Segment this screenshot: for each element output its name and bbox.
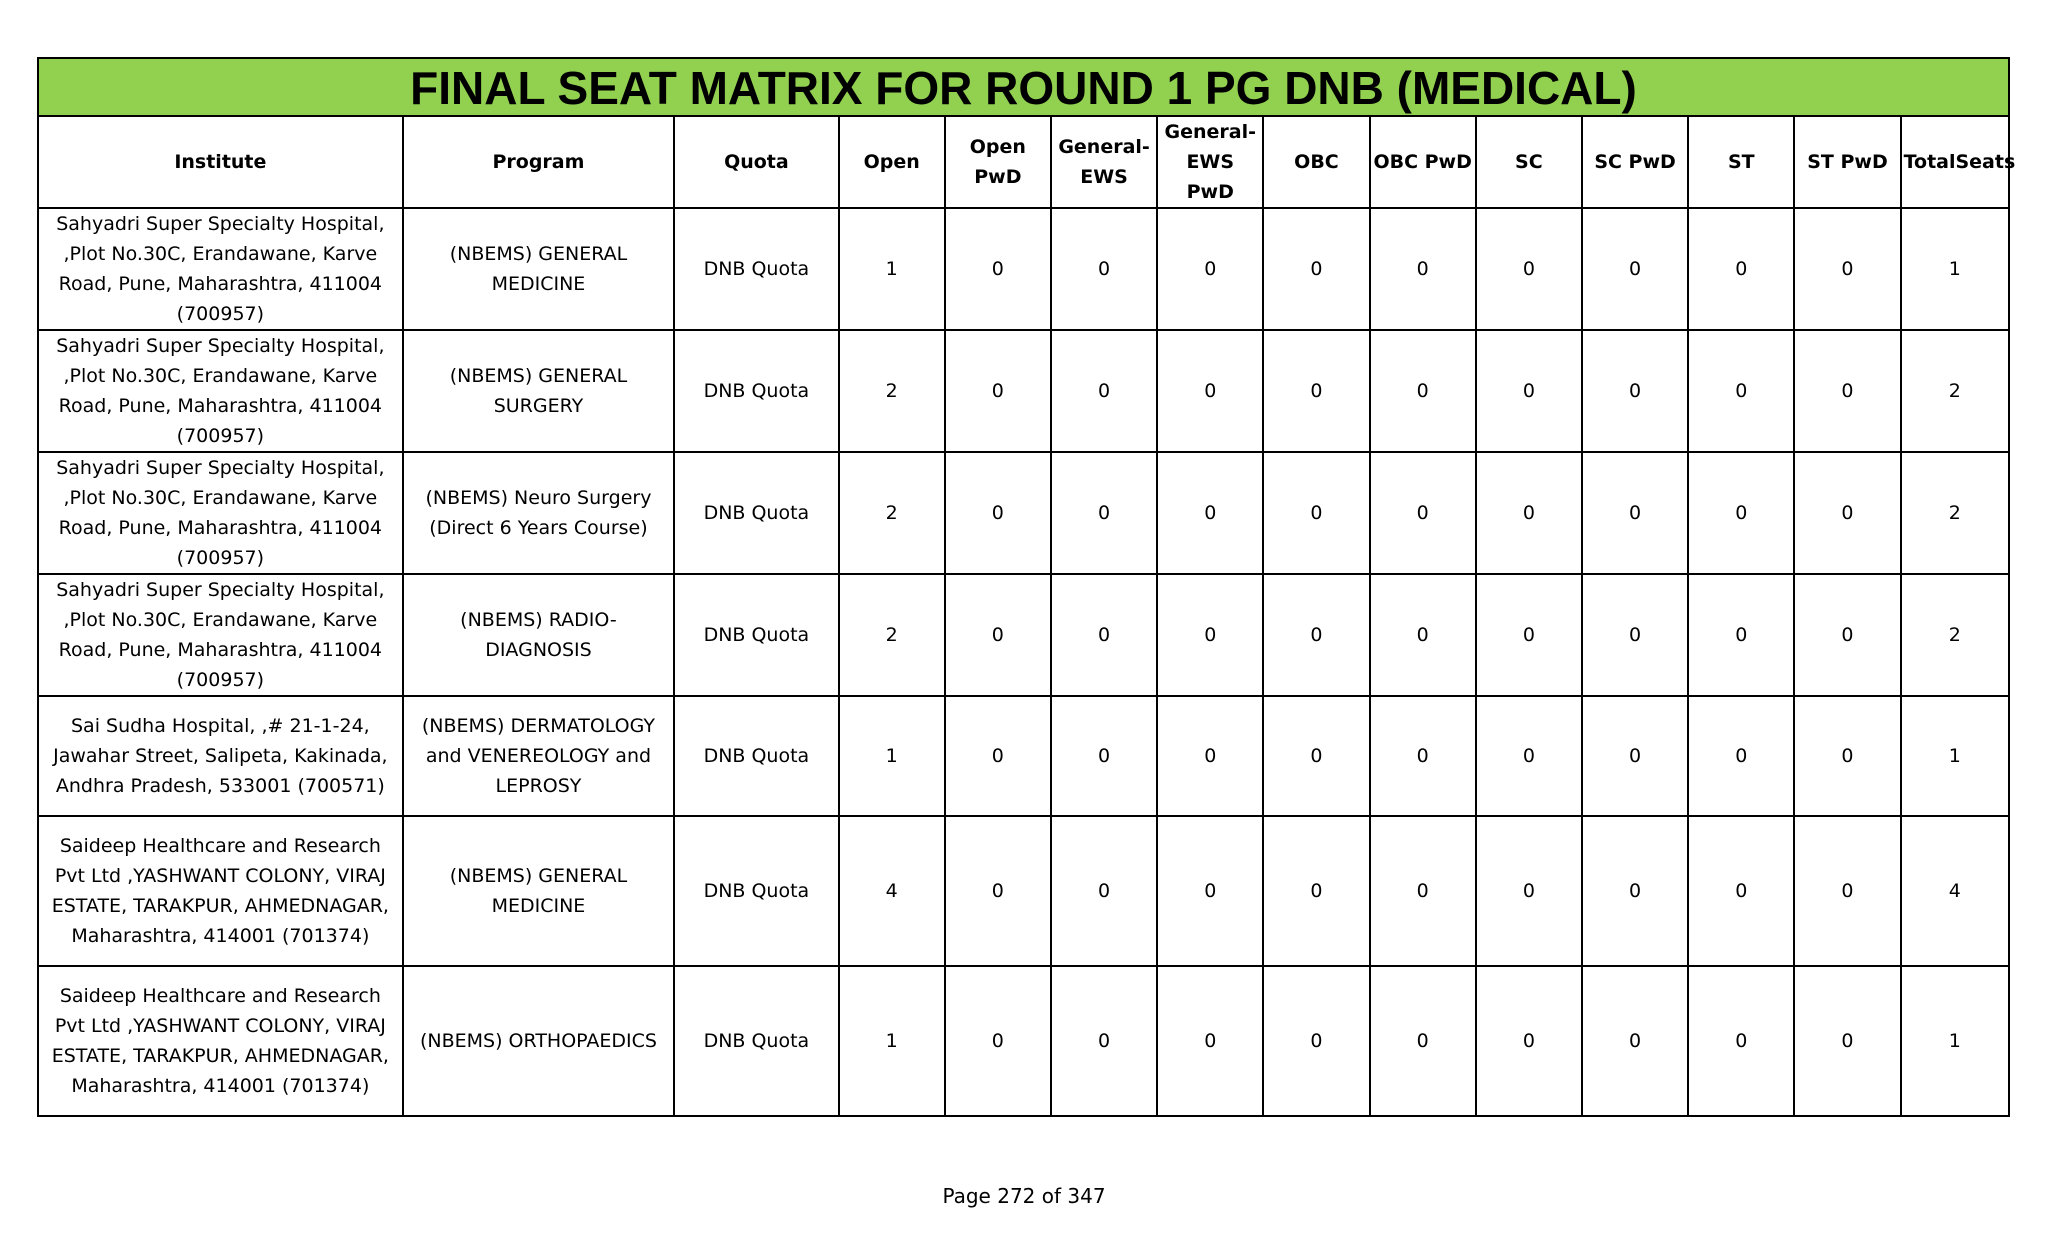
cell-general-ews: 0 [1051,816,1157,966]
page-number: Page 272 of 347 [942,1184,1106,1208]
cell-st-pwd: 0 [1794,330,1900,452]
cell-total-seats: 2 [1901,452,2009,574]
cell-quota: DNB Quota [674,452,838,574]
title-row [38,58,2009,116]
cell-total-seats: 1 [1901,696,2009,816]
cell-st-pwd: 0 [1794,452,1900,574]
cell-total-seats: 2 [1901,574,2009,696]
cell-program: (NBEMS) GENERAL MEDICINE [403,816,675,966]
cell-open: 1 [839,696,945,816]
cell-total-seats: 2 [1901,330,2009,452]
cell-open: 1 [839,966,945,1116]
page-title: FINAL SEAT MATRIX FOR ROUND 1 PG DNB (MEDICAL) [38,58,2009,116]
header-total-seats: TotalSeats [1901,116,2009,208]
cell-obc: 0 [1263,452,1369,574]
cell-sc: 0 [1476,452,1582,574]
cell-quota: DNB Quota [674,696,838,816]
cell-open-pwd: 0 [945,816,1051,966]
cell-total-seats: 1 [1901,966,2009,1116]
cell-sc-pwd: 0 [1582,330,1688,452]
cell-institute: Sahyadri Super Specialty Hospital, ,Plot No.30C, Erandawane, Karve Road, Pune, Maharashtra, 411004 (700957) [38,330,403,452]
cell-sc-pwd: 0 [1582,574,1688,696]
cell-sc-pwd: 0 [1582,816,1688,966]
cell-obc-pwd: 0 [1370,966,1476,1116]
cell-program: (NBEMS) Neuro Surgery (Direct 6 Years Course) [403,452,675,574]
cell-quota: DNB Quota [674,966,838,1116]
cell-institute: Saideep Healthcare and Research Pvt Ltd ,YASHWANT COLONY, VIRAJ ESTATE, TARAKPUR, AHMEDNAGAR, Maharashtra, 414001 (701374) [38,816,403,966]
header-general-ews: General-EWS [1051,116,1157,208]
cell-institute: Sahyadri Super Specialty Hospital, ,Plot No.30C, Erandawane, Karve Road, Pune, Maharashtra, 411004 (700957) [38,208,403,330]
cell-st: 0 [1688,966,1794,1116]
cell-general-ews-pwd: 0 [1157,816,1263,966]
header-st: ST [1688,116,1794,208]
cell-general-ews-pwd: 0 [1157,574,1263,696]
cell-general-ews: 0 [1051,696,1157,816]
header-institute: Institute [38,116,403,208]
cell-st-pwd: 0 [1794,966,1900,1116]
cell-total-seats: 4 [1901,816,2009,966]
table-row [38,816,2009,966]
cell-st: 0 [1688,208,1794,330]
cell-general-ews-pwd: 0 [1157,452,1263,574]
cell-sc-pwd: 0 [1582,966,1688,1116]
cell-sc: 0 [1476,330,1582,452]
header-sc-pwd: SC PwD [1582,116,1688,208]
table-row [38,208,2009,330]
cell-general-ews-pwd: 0 [1157,696,1263,816]
cell-open-pwd: 0 [945,330,1051,452]
cell-st-pwd: 0 [1794,696,1900,816]
table-row [38,696,2009,816]
cell-institute: Sai Sudha Hospital, ,# 21-1-24, Jawahar Street, Salipeta, Kakinada, Andhra Pradesh, 533001 (700571) [38,696,403,816]
cell-st: 0 [1688,574,1794,696]
cell-program: (NBEMS) ORTHOPAEDICS [403,966,675,1116]
cell-obc: 0 [1263,330,1369,452]
cell-sc-pwd: 0 [1582,208,1688,330]
cell-sc: 0 [1476,574,1582,696]
cell-open-pwd: 0 [945,452,1051,574]
cell-sc: 0 [1476,696,1582,816]
cell-obc: 0 [1263,816,1369,966]
cell-open-pwd: 0 [945,208,1051,330]
cell-institute: Saideep Healthcare and Research Pvt Ltd ,YASHWANT COLONY, VIRAJ ESTATE, TARAKPUR, AHMEDNAGAR, Maharashtra, 414001 (701374) [38,966,403,1116]
cell-sc: 0 [1476,966,1582,1116]
cell-obc: 0 [1263,208,1369,330]
cell-open: 2 [839,452,945,574]
cell-general-ews: 0 [1051,208,1157,330]
cell-sc-pwd: 0 [1582,696,1688,816]
cell-obc-pwd: 0 [1370,330,1476,452]
table-row [38,452,2009,574]
cell-st: 0 [1688,816,1794,966]
table-row [38,966,2009,1116]
cell-st-pwd: 0 [1794,816,1900,966]
cell-general-ews: 0 [1051,452,1157,574]
table-row [38,330,2009,452]
cell-institute: Sahyadri Super Specialty Hospital, ,Plot No.30C, Erandawane, Karve Road, Pune, Maharashtra, 411004 (700957) [38,452,403,574]
header-open: Open [839,116,945,208]
cell-general-ews: 0 [1051,966,1157,1116]
cell-program: (NBEMS) GENERAL MEDICINE [403,208,675,330]
cell-obc-pwd: 0 [1370,816,1476,966]
cell-st: 0 [1688,696,1794,816]
cell-open: 2 [839,330,945,452]
cell-program: (NBEMS) GENERAL SURGERY [403,330,675,452]
table-row [38,574,2009,696]
cell-general-ews-pwd: 0 [1157,208,1263,330]
header-row [38,116,2009,208]
cell-obc: 0 [1263,696,1369,816]
cell-sc: 0 [1476,816,1582,966]
cell-sc-pwd: 0 [1582,452,1688,574]
cell-obc: 0 [1263,966,1369,1116]
cell-st-pwd: 0 [1794,574,1900,696]
cell-obc-pwd: 0 [1370,208,1476,330]
cell-quota: DNB Quota [674,816,838,966]
cell-st: 0 [1688,452,1794,574]
cell-general-ews: 0 [1051,330,1157,452]
header-sc: SC [1476,116,1582,208]
header-general-ews-pwd: General-EWS PwD [1157,116,1263,208]
header-program: Program [403,116,675,208]
cell-open-pwd: 0 [945,574,1051,696]
cell-total-seats: 1 [1901,208,2009,330]
cell-institute: Sahyadri Super Specialty Hospital, ,Plot No.30C, Erandawane, Karve Road, Pune, Maharashtra, 411004 (700957) [38,574,403,696]
cell-quota: DNB Quota [674,574,838,696]
cell-quota: DNB Quota [674,208,838,330]
cell-program: (NBEMS) DERMATOLOGY and VENEREOLOGY and LEPROSY [403,696,675,816]
cell-open-pwd: 0 [945,696,1051,816]
cell-obc-pwd: 0 [1370,574,1476,696]
cell-general-ews-pwd: 0 [1157,966,1263,1116]
cell-program: (NBEMS) RADIO-DIAGNOSIS [403,574,675,696]
header-obc: OBC [1263,116,1369,208]
cell-open: 4 [839,816,945,966]
cell-general-ews: 0 [1051,574,1157,696]
cell-st: 0 [1688,330,1794,452]
header-st-pwd: ST PwD [1794,116,1900,208]
header-open-pwd: Open PwD [945,116,1051,208]
cell-open: 1 [839,208,945,330]
seat-matrix-table [37,57,2016,1117]
cell-open-pwd: 0 [945,966,1051,1116]
cell-sc: 0 [1476,208,1582,330]
cell-general-ews-pwd: 0 [1157,330,1263,452]
cell-open: 2 [839,574,945,696]
header-quota: Quota [674,116,838,208]
cell-quota: DNB Quota [674,330,838,452]
header-obc-pwd: OBC PwD [1370,116,1476,208]
cell-obc-pwd: 0 [1370,696,1476,816]
cell-obc-pwd: 0 [1370,452,1476,574]
cell-st-pwd: 0 [1794,208,1900,330]
cell-obc: 0 [1263,574,1369,696]
